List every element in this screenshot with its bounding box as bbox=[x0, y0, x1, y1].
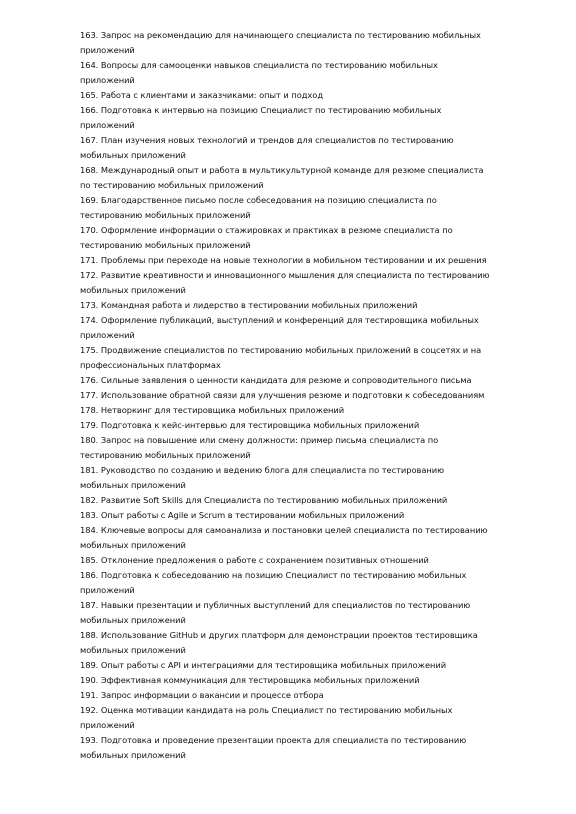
list-item: 164. Вопросы для самооценки навыков специалиста по тестированию мобильных приложений bbox=[80, 60, 438, 85]
list-item: 173. Командная работа и лидерство в тестировании мобильных приложений bbox=[80, 300, 418, 310]
list-item: 187. Навыки презентации и публичных выступлений для специалистов по тестированию мобильных приложений bbox=[80, 600, 471, 625]
list-item: 172. Развитие креативности и инновационного мышления для специалиста по тестированию мобильных приложений bbox=[80, 270, 490, 295]
list-item: 174. Оформление публикаций, выступлений и конференций для тестировщика мобильных приложений bbox=[80, 315, 479, 340]
list-item: 190. Эффективная коммуникация для тестировщика мобильных приложений bbox=[80, 675, 420, 685]
list-item: 177. Использование обратной связи для улучшения резюме и подготовки к собеседованиям bbox=[80, 390, 485, 400]
list-item: 171. Проблемы при переходе на новые технологии в мобильном тестировании и их решения bbox=[80, 255, 487, 265]
list-item: 176. Сильные заявления о ценности кандидата для резюме и сопроводительного письма bbox=[80, 375, 472, 385]
document-page bbox=[80, 28, 494, 763]
list-item: 189. Опыт работы с API и интеграциями для тестировщика мобильных приложений bbox=[80, 660, 447, 670]
list-item: 186. Подготовка к собеседованию на позицию Специалист по тестированию мобильных приложений bbox=[80, 570, 467, 595]
list-item: 182. Развитие Soft Skills для Специалиста по тестированию мобильных приложений bbox=[80, 495, 448, 505]
list-item: 166. Подготовка к интервью на позицию Специалист по тестированию мобильных приложений bbox=[80, 105, 442, 130]
list-item: 179. Подготовка к кейс-интервью для тестировщика мобильных приложений bbox=[80, 420, 420, 430]
list-item: 169. Благодарственное письмо после собеседования на позицию специалиста по тестированию мобильных приложений bbox=[80, 195, 437, 220]
list-item: 168. Международный опыт и работа в мультикультурной команде для резюме специалиста по тестированию мобильных приложений bbox=[80, 165, 484, 190]
list-item: 183. Опыт работы с Agile и Scrum в тестировании мобильных приложений bbox=[80, 510, 405, 520]
list-item: 163. Запрос на рекомендацию для начинающего специалиста по тестированию мобильных приложений bbox=[80, 30, 481, 55]
list-item: 191. Запрос информации о вакансии и процессе отбора bbox=[80, 690, 324, 700]
list-item: 167. План изучения новых технологий и трендов для специалистов по тестированию мобильных приложений bbox=[80, 135, 454, 160]
list-item: 188. Использование GitHub и других платформ для демонстрации проектов тестировщика мобильных приложений bbox=[80, 630, 478, 655]
list-item: 180. Запрос на повышение или смену должности: пример письма специалиста по тестированию мобильных приложений bbox=[80, 435, 439, 460]
list-item: 175. Продвижение специалистов по тестированию мобильных приложений в соцсетях и на профессиональных платформах bbox=[80, 345, 482, 370]
list-item: 170. Оформление информации о стажировках и практиках в резюме специалиста по тестированию мобильных приложений bbox=[80, 225, 453, 250]
list-item: 185. Отклонение предложения о работе с сохранением позитивных отношений bbox=[80, 555, 429, 565]
list-item: 184. Ключевые вопросы для самоанализа и постановки целей специалиста по тестированию мобильных приложений bbox=[80, 525, 488, 550]
list-item: 193. Подготовка и проведение презентации проекта для специалиста по тестированию мобильных приложений bbox=[80, 735, 467, 760]
list-item: 178. Нетворкинг для тестировщика мобильных приложений bbox=[80, 405, 345, 415]
list-item: 192. Оценка мотивации кандидата на роль Специалист по тестированию мобильных приложений bbox=[80, 705, 453, 730]
list-item: 165. Работа с клиентами и заказчиками: опыт и подход bbox=[80, 90, 324, 100]
list-item: 181. Руководство по созданию и ведению блога для специалиста по тестированию мобильных приложений bbox=[80, 465, 445, 490]
